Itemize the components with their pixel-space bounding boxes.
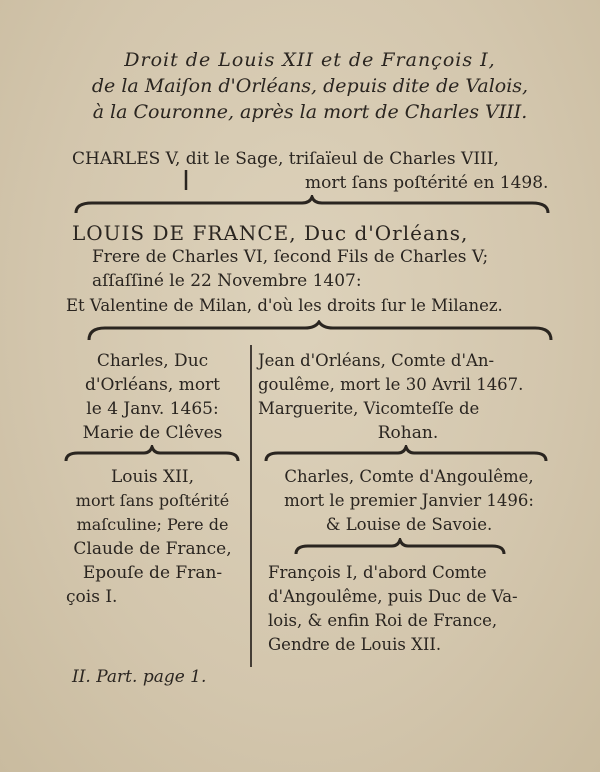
left-charles-line-2: d'Orléans, mort — [84, 375, 221, 395]
right-jean-line-3: Marguerite, Vicomteſſe de — [258, 399, 480, 418]
page-reference: II. Part. page 1. — [72, 667, 207, 687]
title-line-2: de la Maiſon d'Orléans, depuis dite de Valois, — [91, 75, 529, 97]
left-charles-line-3: le 4 Janv. 1465: — [86, 399, 219, 419]
right-francois-line-3: lois, & enfin Roi de France, — [268, 611, 498, 630]
louis-de-france-line-3: aſſaſſiné le 22 Novembre 1407: — [92, 271, 362, 291]
louis-de-france-line-4: Et Valentine de Milan, d'où les droits ſur le Milanez. — [66, 296, 503, 315]
right-francois-line-1: François I, d'abord Comte — [268, 563, 487, 582]
right-charles-line-3: & Louise de Savoie. — [325, 515, 493, 534]
left-charles-line-4: Marie de Clêves — [82, 423, 223, 443]
left-louis-line-6: çois I. — [66, 587, 118, 607]
brace-left — [62, 445, 242, 465]
right-charles-line-1: Charles, Comte d'Angoulême, — [284, 467, 534, 486]
louis-de-france-line-1: LOUIS DE FRANCE, Duc d'Orléans, — [72, 221, 469, 245]
charles-v-line-1: CHARLES V, dit le Sage, triſaïeul de Charles VIII, — [72, 149, 499, 169]
brace-right-2 — [292, 538, 512, 558]
title-line-3: à la Couronne, après la mort de Charles VIII. — [92, 101, 528, 123]
right-francois-line-2: d'Angoulême, puis Duc de Va- — [268, 587, 518, 606]
right-jean-line-1: Jean d'Orléans, Comte d'An- — [258, 351, 495, 370]
left-louis-line-4: Claude de France, — [73, 539, 232, 559]
right-charles-line-2: mort le premier Janvier 1496: — [284, 491, 534, 510]
connector-brace — [180, 168, 192, 192]
right-francois-line-4: Gendre de Louis XII. — [268, 635, 442, 654]
louis-de-france-line-2: Frere de Charles VI, ſecond Fils de Charles V; — [92, 247, 489, 267]
left-charles-line-1: Charles, Duc — [96, 351, 209, 371]
left-louis-line-2: mort ſans poſtérité — [75, 491, 230, 510]
title-line-1: Droit de Louis XII et de François I, — [124, 49, 496, 71]
left-louis-line-1: Louis XII, — [111, 467, 194, 487]
brace-children — [85, 320, 555, 342]
left-louis-line-5: Epouſe de Fran- — [82, 563, 223, 583]
brace-louis-de-france — [72, 195, 552, 217]
column-divider — [250, 345, 252, 667]
charles-v-line-2: mort ſans poſtérité en 1498. — [305, 173, 549, 193]
brace-right-1 — [262, 445, 552, 465]
left-louis-line-3: maſculine; Pere de — [76, 515, 229, 534]
right-jean-line-4: Rohan. — [377, 423, 439, 443]
right-jean-line-2: goulême, mort le 30 Avril 1467. — [258, 375, 524, 394]
